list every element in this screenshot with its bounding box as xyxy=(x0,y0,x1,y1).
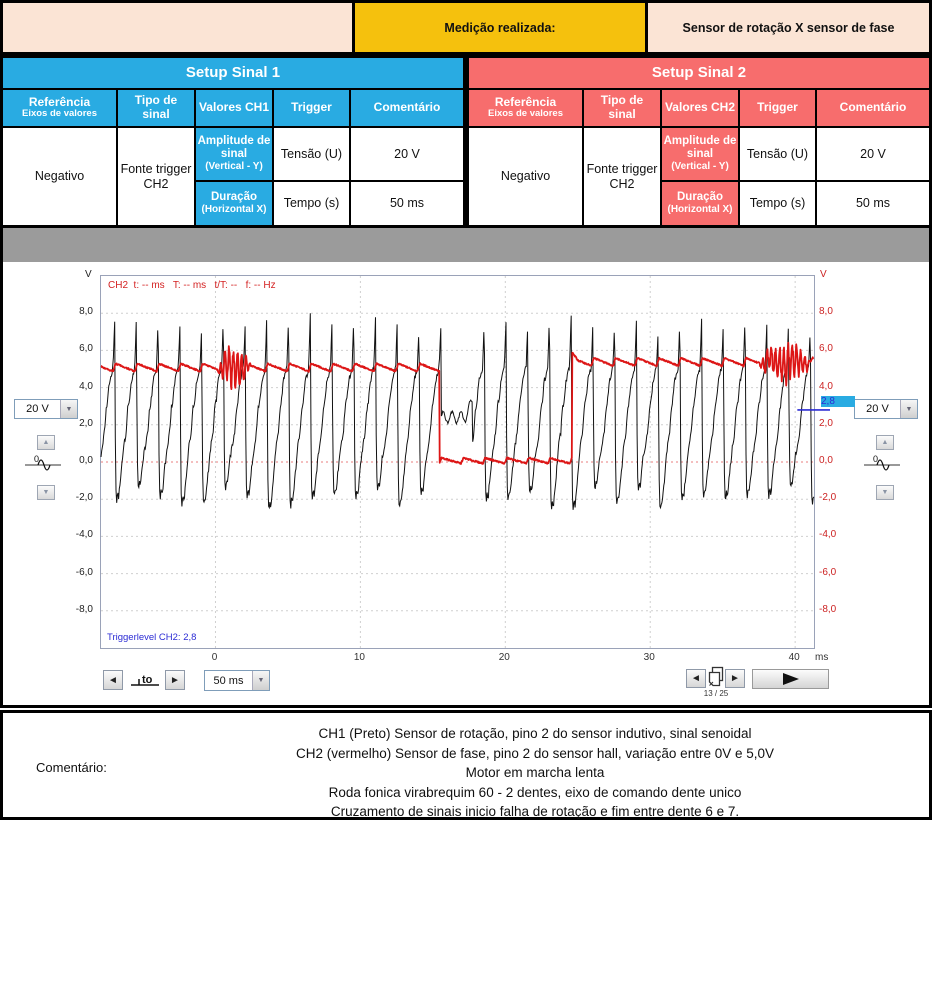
section-divider xyxy=(0,228,932,262)
scope-status-line: CH2 t: -- ms T: -- ms t/T: -- f: -- Hz xyxy=(108,280,276,291)
table1-col-referencia xyxy=(3,90,116,126)
setup-table-ch2 xyxy=(466,55,932,228)
amplitude-label: Amplitude de sinal xyxy=(663,135,737,161)
table1-col-trigger: Trigger xyxy=(274,90,349,126)
left-arrow-icon: ◄ xyxy=(691,673,701,684)
table2-trigger-value: Negativo xyxy=(469,128,582,225)
table2-duracao-tipo: Tempo (s) xyxy=(740,182,815,225)
right-arrow-icon: ► xyxy=(170,674,180,686)
y-axis-tick-label-right: 4,0 xyxy=(819,380,833,392)
ch2-zero-wave-icon xyxy=(863,453,901,475)
time-scroll-left-button[interactable] xyxy=(103,670,123,690)
table1-trigger-value: Negativo xyxy=(3,128,116,225)
y-axis-unit-right: V xyxy=(820,269,827,280)
ch2-offset-up-button[interactable] xyxy=(876,435,894,450)
duracao-sublabel: (Horizontal X) xyxy=(201,204,267,216)
comment-line: CH2 (vermelho) Sensor de fase, pino 2 do sensor hall, variação entre 0V e 5,0V xyxy=(295,745,774,761)
header-empty-cell xyxy=(3,3,352,52)
table2-col-referencia xyxy=(469,90,582,126)
comment-line: Motor em marcha lenta xyxy=(465,765,605,780)
page-next-button[interactable] xyxy=(725,669,745,688)
table2-amplitude-ref xyxy=(662,128,738,180)
x-axis-unit: ms xyxy=(815,652,829,663)
y-axis-tick-label-left: 4,0 xyxy=(79,380,93,392)
amplitude-label: Amplitude de sinal xyxy=(197,135,271,161)
waveform-display xyxy=(101,276,814,648)
left-arrow-icon: ◄ xyxy=(108,674,118,686)
table2-col-trigger: Trigger xyxy=(740,90,815,126)
x-axis-tick-label: 30 xyxy=(643,652,655,663)
table2-col-comentario: Comentário xyxy=(817,90,929,126)
play-button[interactable] xyxy=(752,669,829,689)
ch1-range-value: 20 V xyxy=(26,403,49,415)
ch1-range-dropdown[interactable] xyxy=(14,399,78,419)
table2-col-tipo xyxy=(584,90,660,126)
x-axis-tick-label: 10 xyxy=(353,652,365,663)
y-axis-tick-label-right: 8,0 xyxy=(819,306,833,318)
col-ref-label: Referência xyxy=(28,94,91,109)
y-axis-tick-label-left: -2,0 xyxy=(75,492,93,504)
duracao-label: Duração xyxy=(676,191,724,204)
y-axis-tick-label-left: -6,0 xyxy=(75,566,93,578)
table1-title: Setup Sinal 1 xyxy=(3,58,463,88)
amplitude-sublabel: (Vertical - Y) xyxy=(671,161,729,173)
table1-duracao-tipo: Tempo (s) xyxy=(274,182,349,225)
down-arrow-icon: ▼ xyxy=(42,489,50,496)
table1-amplitude-tipo: Tensão (U) xyxy=(274,128,349,180)
table2-amplitude-tipo: Tensão (U) xyxy=(740,128,815,180)
pages-icon xyxy=(707,666,725,688)
y-axis-tick-label-left: -8,0 xyxy=(75,603,93,615)
col-tipo-label: Tipo de xyxy=(600,93,644,108)
y-axis-tick-label-left: -4,0 xyxy=(75,529,93,541)
timebase-value: 50 ms xyxy=(213,674,244,687)
x-axis-tick-label: 40 xyxy=(788,652,800,663)
down-arrow-icon: ▼ xyxy=(881,489,889,496)
x-axis-tick-label: 0 xyxy=(211,652,218,663)
comment-label: Comentário: xyxy=(36,760,107,775)
chevron-down-icon[interactable]: ▼ xyxy=(252,671,269,690)
time-scroll-right-button[interactable] xyxy=(165,670,185,690)
table2-duracao-ref xyxy=(662,182,738,225)
col-ref-sublabel: Eixos de valores xyxy=(488,108,563,120)
page-previous-button[interactable] xyxy=(686,669,706,688)
table1-amplitude-ref xyxy=(196,128,272,180)
y-axis-tick-label-right: 0,0 xyxy=(819,455,833,466)
table1-comentario-value: Fonte trigger CH2 xyxy=(118,128,194,225)
comment-panel xyxy=(0,710,932,820)
table2-col-valores: Valores CH2 xyxy=(662,90,738,126)
y-axis-unit-left: V xyxy=(85,269,92,280)
table1-col-valores: Valores CH1 xyxy=(196,90,272,126)
y-axis-tick-label-right: 2,0 xyxy=(819,417,833,429)
measurement-label: Medição realizada: xyxy=(352,3,648,52)
table2-amplitude-valor: 20 V xyxy=(817,128,929,180)
table1-col-comentario: Comentário xyxy=(351,90,463,126)
comment-text xyxy=(153,724,917,822)
comment-line: CH1 (Preto) Sensor de rotação, pino 2 do sensor indutivo, sinal senoidal xyxy=(318,726,752,741)
x-axis-tick-label: 20 xyxy=(498,652,510,663)
table2-title: Setup Sinal 2 xyxy=(469,58,929,88)
play-icon xyxy=(783,673,799,685)
report-header xyxy=(0,0,932,55)
amplitude-sublabel: (Vertical - Y) xyxy=(205,161,263,173)
right-arrow-icon: ► xyxy=(730,673,740,684)
measurement-value: Sensor de rotação X sensor de fase xyxy=(648,3,929,52)
chevron-down-icon[interactable]: ▼ xyxy=(900,400,917,418)
table1-duracao-ref xyxy=(196,182,272,225)
duracao-label: Duração xyxy=(210,191,258,204)
ch2-range-dropdown[interactable] xyxy=(854,399,918,419)
comment-line: Roda fonica virabrequim 60 - 2 dentes, eixo de comando dente unico xyxy=(328,784,742,800)
table1-col-tipo xyxy=(118,90,194,126)
svg-text:to: to xyxy=(142,674,153,686)
page-indicator: 13 / 25 xyxy=(703,689,729,698)
table1-duracao-valor: 50 ms xyxy=(351,182,463,225)
ch2-offset-down-button[interactable] xyxy=(876,485,894,500)
setup-tables xyxy=(0,55,932,228)
y-axis-tick-label-right: 6,0 xyxy=(819,343,833,355)
col-ref-label: Referência xyxy=(494,94,557,109)
up-arrow-icon: ▲ xyxy=(42,439,50,446)
col-ref-sublabel: Eixos de valores xyxy=(22,108,97,120)
svg-text:0: 0 xyxy=(34,454,40,464)
time-zero-icon xyxy=(129,671,163,689)
y-axis-tick-label-right: -2,0 xyxy=(819,492,837,504)
y-axis-tick-label-left: 6,0 xyxy=(79,343,93,355)
setup-table-ch1 xyxy=(0,55,466,228)
scope-plot-area xyxy=(100,275,815,649)
comment-line: Cruzamento de sinais inicio falha de rotação e fim entre dente 6 e 7. xyxy=(330,804,740,819)
table2-duracao-valor: 50 ms xyxy=(817,182,929,225)
table1-amplitude-valor: 20 V xyxy=(351,128,463,180)
trigger-level-value: 2,8 xyxy=(821,396,855,407)
table2-comentario-value: Fonte trigger CH2 xyxy=(584,128,660,225)
col-tipo-sublabel: sinal xyxy=(608,107,636,121)
oscilloscope-panel xyxy=(0,262,932,708)
duracao-sublabel: (Horizontal X) xyxy=(667,204,733,216)
y-axis-tick-label-right: -6,0 xyxy=(819,566,837,578)
chevron-down-icon[interactable]: ▼ xyxy=(60,400,77,418)
y-axis-tick-label-left: 8,0 xyxy=(79,306,93,318)
trigger-level-text: Triggerlevel CH2: 2,8 xyxy=(107,632,197,643)
ch2-range-value: 20 V xyxy=(866,403,889,415)
col-tipo-sublabel: sinal xyxy=(142,107,170,121)
y-axis-tick-label-left: 2,0 xyxy=(79,417,93,429)
timebase-dropdown[interactable] xyxy=(204,670,270,691)
ch1-offset-up-button[interactable] xyxy=(37,435,55,450)
y-axis-tick-label-right: -8,0 xyxy=(819,603,837,615)
y-axis-tick-label-right: -4,0 xyxy=(819,529,837,541)
y-axis-tick-label-left: 0,0 xyxy=(79,455,93,466)
svg-text:0: 0 xyxy=(873,454,879,464)
col-tipo-label: Tipo de xyxy=(134,93,178,108)
up-arrow-icon: ▲ xyxy=(881,439,889,446)
